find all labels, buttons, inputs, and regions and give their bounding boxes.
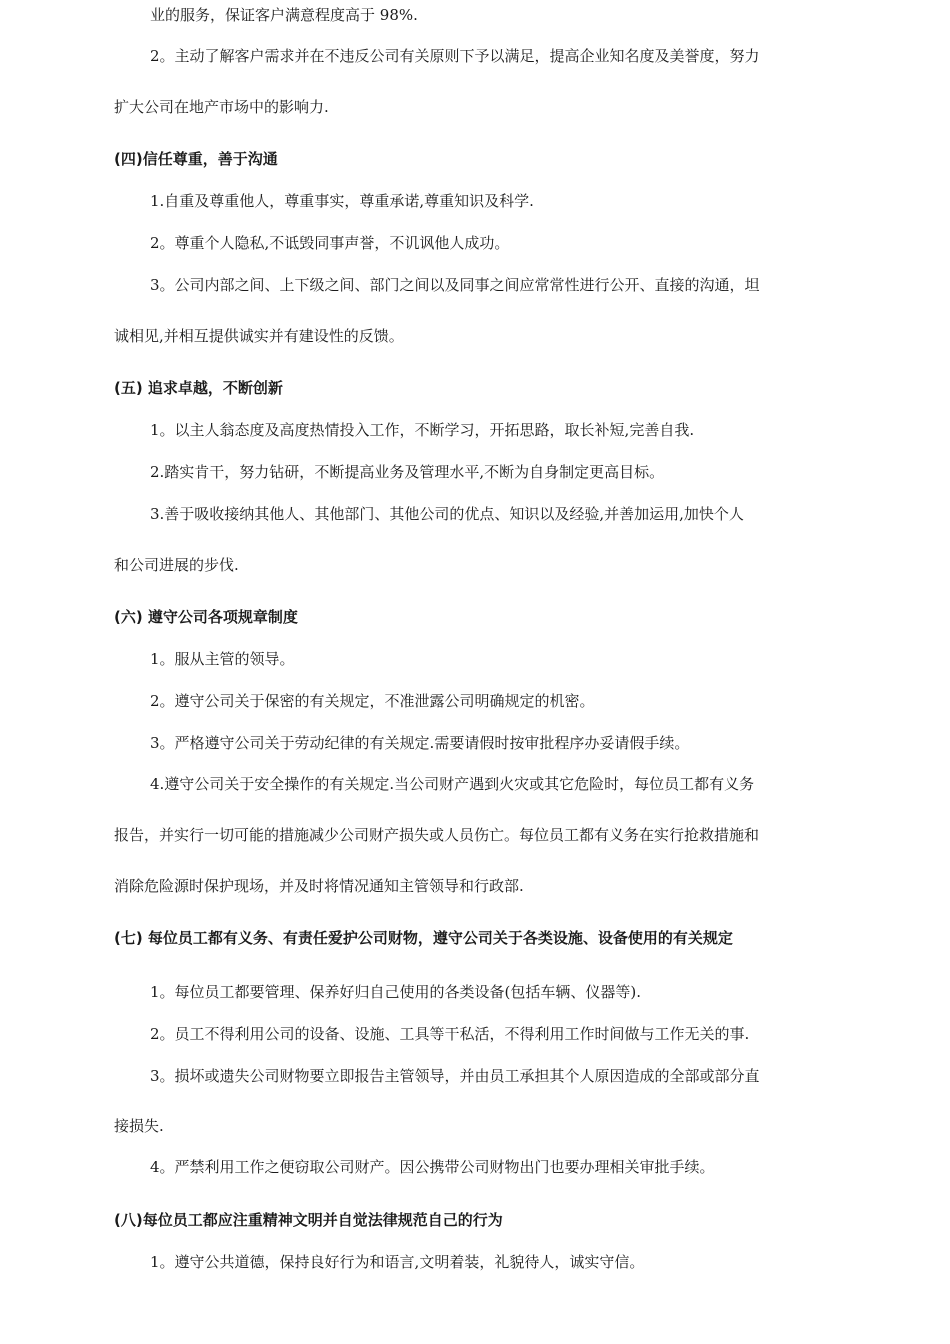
section-heading: (七) 每位员工都有义务、有责任爱护公司财物，遵守公司关于各类设施、设备使用的有关规定	[114, 929, 733, 947]
paragraph-line: 业的服务，保证客户满意程度高于 98%.	[150, 6, 418, 24]
paragraph-line: 1。服从主管的领导。	[150, 650, 295, 668]
paragraph-line: 1。遵守公共道德，保持良好行为和语言,文明着装，礼貌待人，诚实守信。	[150, 1253, 645, 1271]
paragraph-line: 3.善于吸收接纳其他人、其他部门、其他公司的优点、知识以及经验,并善加运用,加快个人	[150, 505, 744, 523]
paragraph-line: 4。严禁利用工作之便窃取公司财产。因公携带公司财物出门也要办理相关审批手续。	[150, 1158, 715, 1176]
paragraph-line: 4.遵守公司关于安全操作的有关规定.当公司财产遇到火灾或其它危险时，每位员工都有义务	[150, 775, 755, 793]
paragraph-line: 接损失.	[114, 1117, 164, 1135]
section-heading: (六) 遵守公司各项规章制度	[114, 608, 298, 626]
paragraph-line: 3。严格遵守公司关于劳动纪律的有关规定.需要请假时按审批程序办妥请假手续。	[150, 734, 690, 752]
paragraph-line: 和公司进展的步伐.	[114, 556, 239, 574]
paragraph-line: 3。损坏或遗失公司财物要立即报告主管领导，并由员工承担其个人原因造成的全部或部分直	[150, 1067, 760, 1085]
paragraph-line: 2。遵守公司关于保密的有关规定，不准泄露公司明确规定的机密。	[150, 692, 595, 710]
paragraph-line: 1。每位员工都要管理、保养好归自己使用的各类设备(包括车辆、仪器等).	[150, 983, 642, 1001]
paragraph-line: 3。公司内部之间、上下级之间、部门之间以及同事之间应常常性进行公开、直接的沟通，坦	[150, 276, 760, 294]
section-heading: (四)信任尊重，善于沟通	[114, 150, 278, 168]
paragraph-line: 诚相见,并相互提供诚实并有建设性的反馈。	[114, 327, 404, 345]
section-heading: (八)每位员工都应注重精神文明并自觉法律规范自己的行为	[114, 1211, 503, 1229]
paragraph-line: 1。以主人翁态度及高度热情投入工作，不断学习，开拓思路，取长补短,完善自我.	[150, 421, 695, 439]
paragraph-line: 扩大公司在地产市场中的影响力.	[114, 98, 329, 116]
paragraph-line: 1.自重及尊重他人，尊重事实，尊重承诺,尊重知识及科学.	[150, 192, 534, 210]
paragraph-line: 2.踏实肯干，努力钻研，不断提高业务及管理水平,不断为自身制定更高目标。	[150, 463, 665, 481]
section-heading: (五) 追求卓越，不断创新	[114, 379, 283, 397]
paragraph-line: 报告，并实行一切可能的措施减少公司财产损失或人员伤亡。每位员工都有义务在实行抢救措施和	[114, 826, 760, 844]
paragraph-line: 消除危险源时保护现场，并及时将情况通知主管领导和行政部.	[114, 877, 524, 895]
paragraph-line: 2。主动了解客户需求并在不违反公司有关原则下予以满足，提高企业知名度及美誉度，努力	[150, 47, 760, 65]
paragraph-line: 2。员工不得利用公司的设备、设施、工具等干私活，不得利用工作时间做与工作无关的事.	[150, 1025, 750, 1043]
paragraph-line: 2。尊重个人隐私,不诋毁同事声誉，不讥讽他人成功。	[150, 234, 510, 252]
